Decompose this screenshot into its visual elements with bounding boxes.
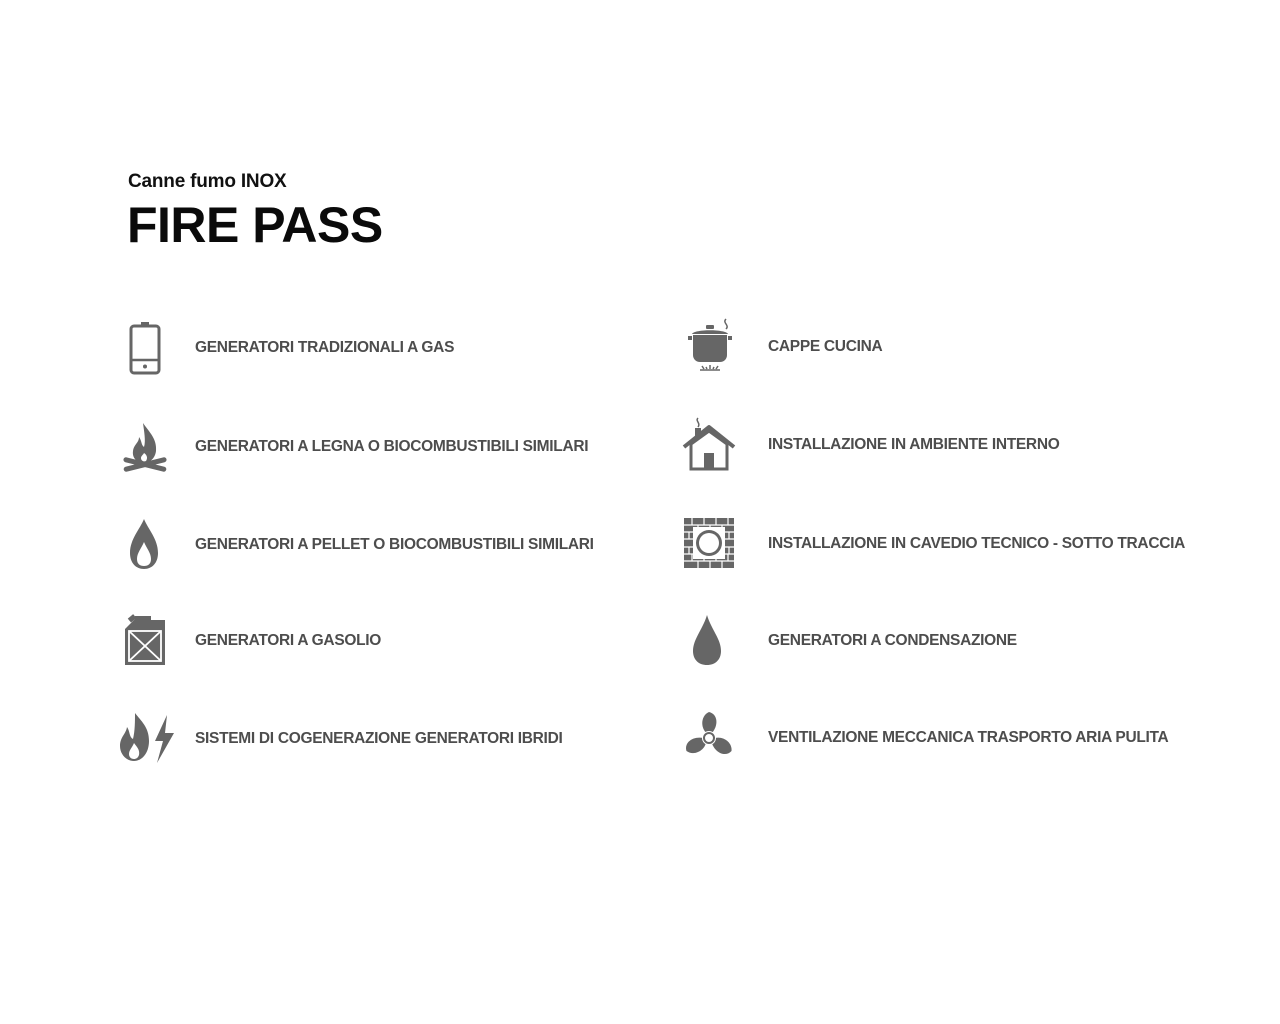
jerrycan-icon	[115, 611, 175, 671]
item-label: SISTEMI DI COGENERAZIONE GENERATORI IBRIDI	[195, 730, 563, 747]
item-label: INSTALLAZIONE IN CAVEDIO TECNICO - SOTTO TRACCIA	[768, 535, 1186, 552]
item-label: VENTILAZIONE MECCANICA TRASPORTO ARIA PULITA	[768, 729, 1169, 746]
item-label: GENERATORI A PELLET O BIOCOMBUSTIBILI SIMILARI	[195, 536, 594, 553]
gas-boiler-icon	[115, 318, 175, 378]
house-chimney-icon	[680, 415, 740, 475]
item-label: GENERATORI A GASOLIO	[195, 632, 382, 649]
item-label: GENERATORI A CONDENSAZIONE	[768, 632, 1017, 649]
item-label: CAPPE CUCINA	[768, 338, 883, 355]
fire-lightning-icon	[115, 709, 175, 769]
item-label: GENERATORI TRADIZIONALI A GAS	[195, 339, 455, 356]
item-label: GENERATORI A LEGNA O BIOCOMBUSTIBILI SIMILARI	[195, 438, 589, 455]
water-drop-icon	[680, 611, 740, 671]
page-subtitle: Canne fumo INOX	[128, 171, 287, 192]
flame-icon	[115, 515, 175, 575]
brick-shaft-icon	[680, 514, 740, 574]
fan-icon	[680, 708, 740, 768]
item-label: INSTALLAZIONE IN AMBIENTE INTERNO	[768, 436, 1060, 453]
campfire-icon	[115, 417, 175, 477]
cooking-pot-icon	[680, 317, 740, 377]
page-title: FIRE PASS	[127, 197, 383, 253]
